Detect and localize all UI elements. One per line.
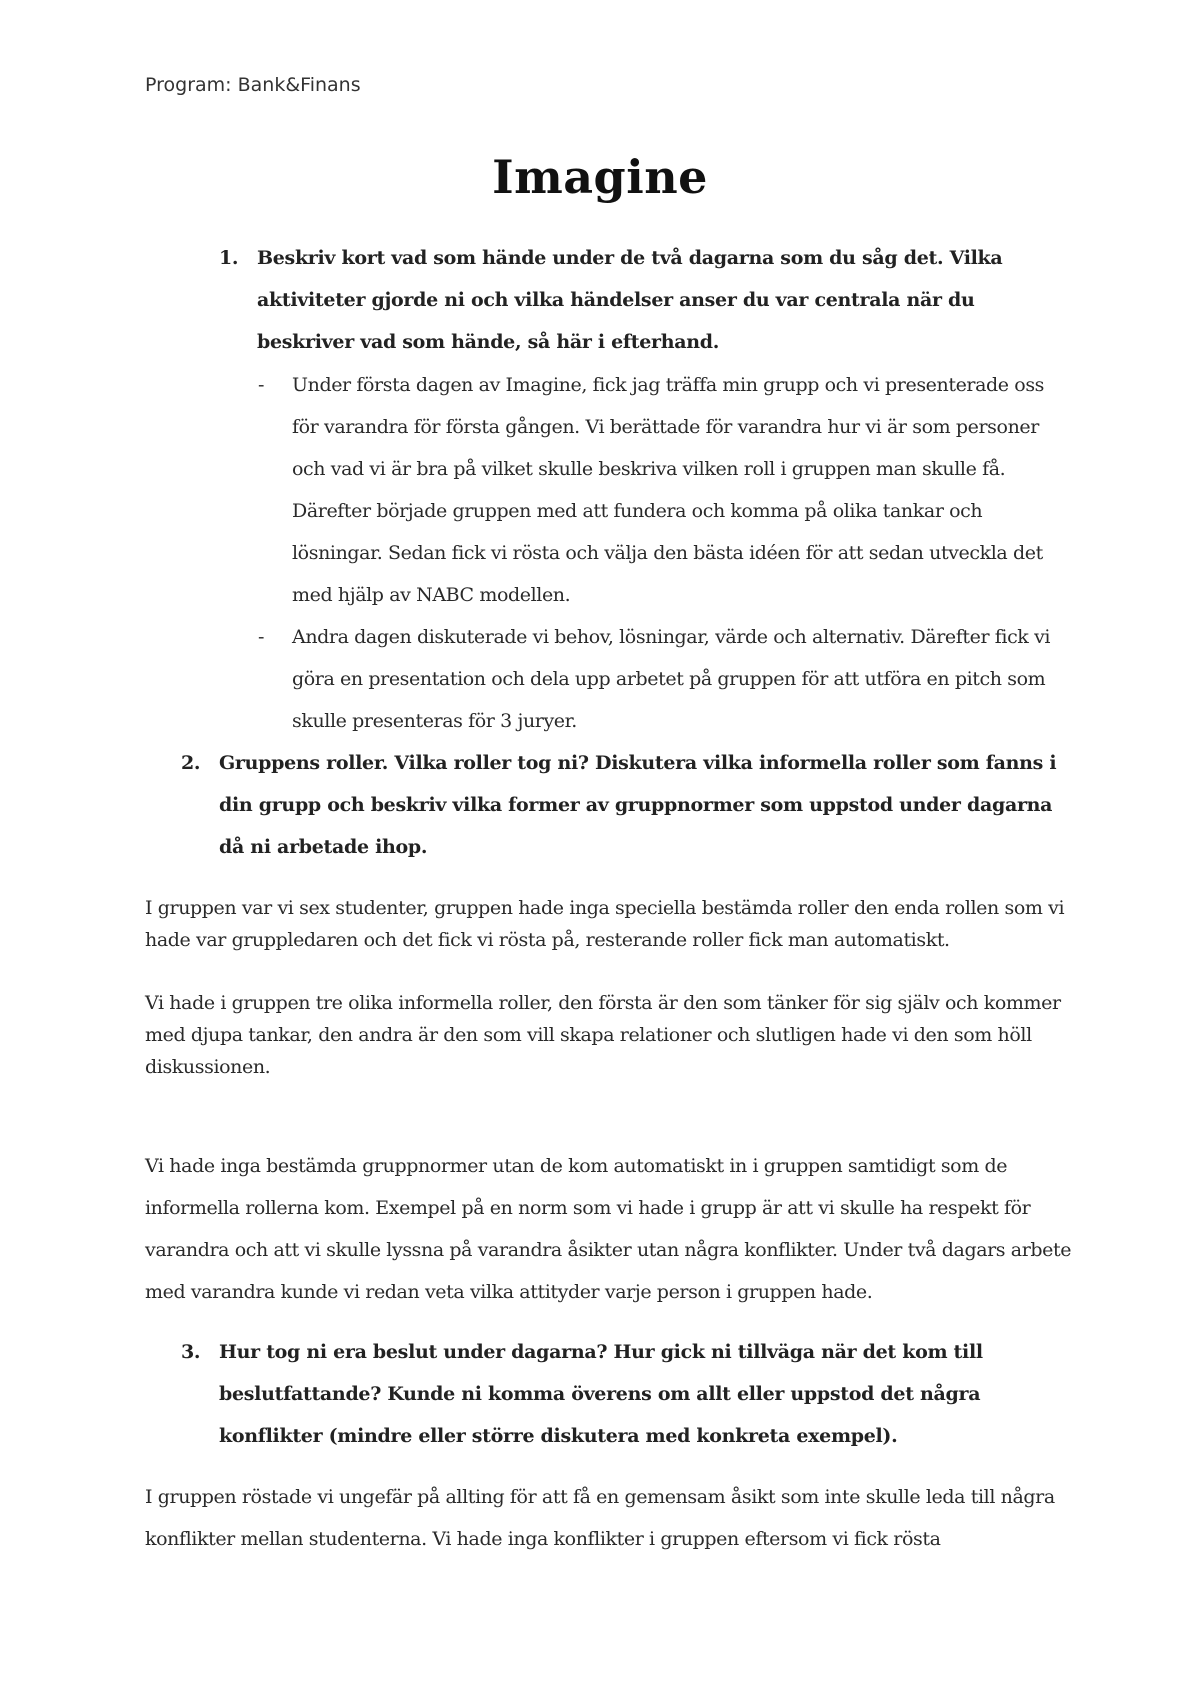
question-2-number: 2. [181, 752, 201, 774]
question-1-text: Beskriv kort vad som hände under de två dagarna som du såg det. Vilka aktiviteter gjorde ni och vilka händelser anser du var centrala när du beskriver vad som hände, så här i efterhand. [257, 247, 1003, 353]
question-1-number: 1. [219, 247, 239, 269]
question-3-text: Hur tog ni era beslut under dagarna? Hur gick ni tillväga när det kom till beslutfattande? Kunde ni komma överens om allt eller uppstod det några konflikter (mindre eller större diskutera med konkreta exempel). [219, 1341, 983, 1447]
bullet-text: Under första dagen av Imagine, fick jag träffa min grupp och vi presenterade oss för varandra för första gången. Vi berättade för varandra hur vi är som personer och vad vi är bra på vilket skulle beskriva vilken roll i gruppen man skulle få. Därefter började gruppen med att fundera och komma på olika tankar och lösningar. Sedan fick vi rösta och välja den bästa idéen för att sedan utveckla det med hjälp av NABC modellen. [292, 374, 1045, 606]
question-2-text: Gruppens roller. Vilka roller tog ni? Diskutera vilka informella roller som fanns i din grupp och beskriv vilka former av gruppnormer som uppstod under dagarna då ni arbetade ihop. [219, 752, 1057, 858]
answer-2-paragraph-1: I gruppen var vi sex studenter, gruppen hade inga speciella bestämda roller den enda rollen som vi hade var gruppledaren och det fick vi rösta på, resterande roller fick man automatiskt. [145, 897, 1065, 951]
question-2 [181, 742, 1059, 868]
bullet-dash: - [258, 626, 265, 648]
question-3-number: 3. [181, 1341, 201, 1363]
answer-1-bullet-2 [258, 616, 1072, 742]
program-header: Program: Bank&Finans [145, 74, 361, 96]
bullet-text: Andra dagen diskuterade vi behov, lösningar, värde och alternativ. Därefter fick vi göra en presentation och dela upp arbetet på gruppen för att utföra en pitch som skulle presenteras för 3 juryer. [292, 626, 1051, 732]
answer-1-bullet-1 [258, 364, 1072, 616]
document-title: Imagine [492, 150, 708, 204]
question-3 [181, 1331, 1039, 1457]
answer-2-paragraph-3: Vi hade inga bestämda gruppnormer utan de kom automatiskt in i gruppen samtidigt som de informella rollerna kom. Exempel på en norm som vi hade i grupp är att vi skulle ha respekt för varandra och att vi skulle lyssna på varandra åsikter utan några konflikter. Under två dagars arbete med varandra kunde vi redan veta vilka attityder varje person i gruppen hade. [145, 1155, 1072, 1303]
answer-2-paragraph-2: Vi hade i gruppen tre olika informella roller, den första är den som tänker för sig själv och kommer med djupa tankar, den andra är den som vill skapa relationer och slutligen hade vi den som höll diskussionen. [145, 992, 1061, 1078]
question-1 [219, 237, 1057, 363]
answer-3-paragraph-1: I gruppen röstade vi ungefär på allting för att få en gemensam åsikt som inte skulle leda till några konflikter mellan studenterna. Vi hade inga konflikter i gruppen eftersom vi fick rösta [145, 1486, 1055, 1550]
bullet-dash: - [258, 374, 265, 396]
